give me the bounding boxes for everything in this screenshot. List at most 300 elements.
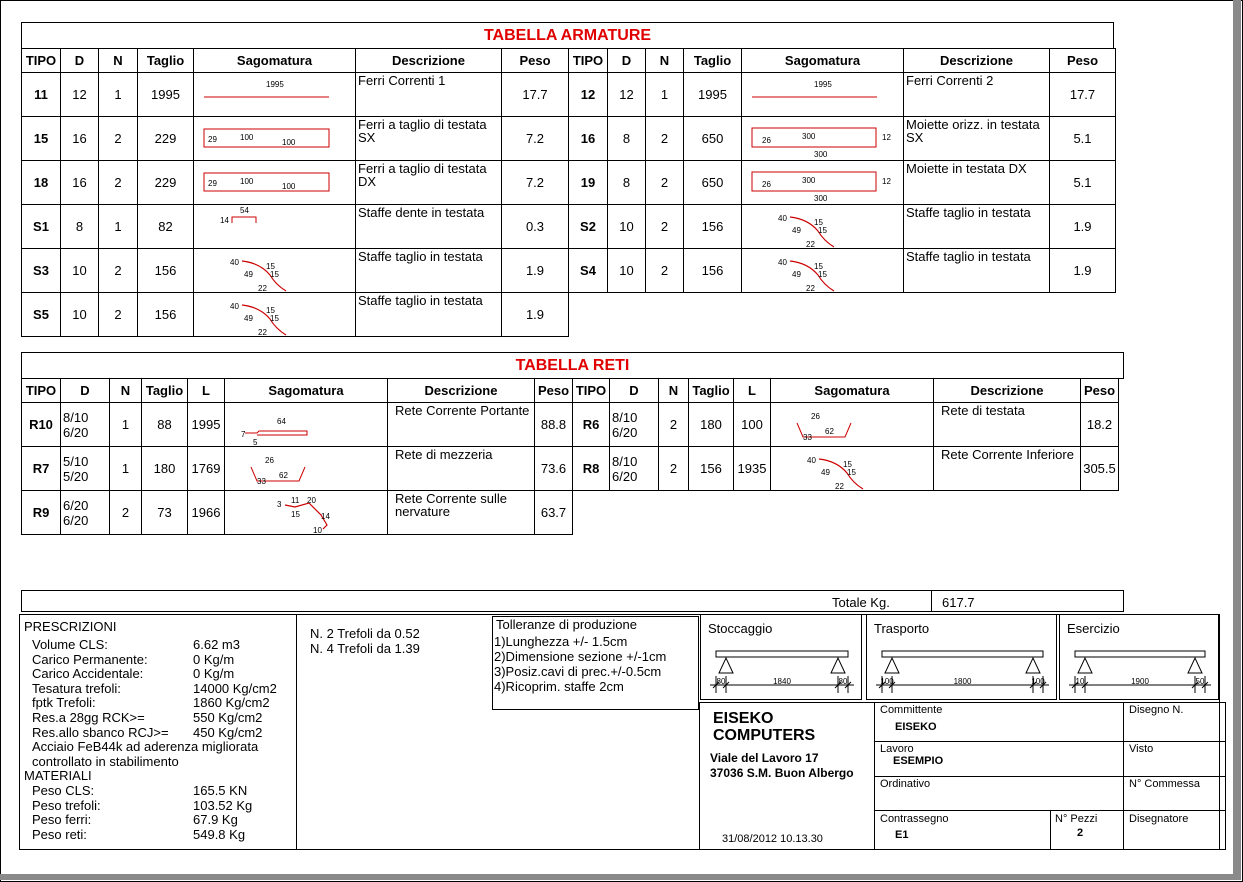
description-cell: Ferri Correnti 2 (904, 73, 1050, 117)
dimension-label: 40 (230, 302, 239, 311)
bar-shape-sketch (742, 73, 903, 116)
header-cell: D (61, 379, 110, 403)
bar-shape-sketch (194, 205, 355, 248)
materiale-key: Peso trefoli: (32, 797, 101, 813)
shape-cell (194, 293, 356, 337)
prescrizione-key: Res.allo sbanco RCJ>= (32, 724, 169, 740)
diameter-cell: 10 (608, 249, 646, 293)
count-cell: 1 (99, 205, 138, 249)
support-triangle (719, 658, 733, 673)
description-cell: Ferri a taglio di testata DX (356, 161, 502, 205)
dimension-label: 40 (230, 258, 239, 267)
dimension-label: 49 (244, 270, 253, 279)
committente-value: EISEKO (895, 721, 937, 733)
header-cell: L (188, 379, 225, 403)
count-cell: 1 (646, 73, 684, 117)
diameter-cell: 10 (61, 293, 99, 337)
count-cell: 2 (646, 205, 684, 249)
description-cell: Rete di testata (934, 403, 1081, 447)
committente-label: Committente (880, 704, 943, 716)
table-row (22, 293, 1116, 337)
shape-cell (225, 447, 388, 491)
weight-cell: 1.9 (1050, 249, 1116, 293)
armature-header-row (22, 49, 1116, 73)
count-cell: 2 (99, 249, 138, 293)
empty-cell (1081, 491, 1119, 535)
tipo-cell: R9 (22, 491, 61, 535)
support-dimension-label: 1900 (1131, 677, 1149, 686)
dimension-label: 12 (882, 133, 891, 142)
dimension-label: 11 (291, 496, 300, 505)
tipo-cell: 11 (22, 73, 61, 117)
length-cell: 100 (734, 403, 771, 447)
header-cell: Taglio (142, 379, 188, 403)
mesh-d2: 6/20 (63, 424, 89, 440)
dimension-label: 22 (806, 240, 815, 248)
empty-cell (742, 293, 904, 337)
description-cell: Staffe taglio in testata (904, 205, 1050, 249)
prescrizione-value: 6.62 m3 (193, 637, 240, 652)
description-cell: Staffe taglio in testata (356, 249, 502, 293)
count-cell: 2 (99, 161, 138, 205)
weight-cell: 88.8 (535, 403, 573, 447)
description-cell: Moiette in testata DX (904, 161, 1050, 205)
dimension-label: 15 (266, 262, 275, 271)
tolleranze-2: 2)Dimensione sezione +/-1cm (494, 649, 667, 664)
tipo-cell: R7 (22, 447, 61, 491)
prescrizione-value: 0 Kg/m (193, 651, 235, 667)
bar-shape-sketch (742, 161, 903, 204)
count-cell: 2 (110, 491, 142, 535)
empty-cell (608, 293, 646, 337)
dimension-label: 40 (778, 214, 787, 223)
trefoli-line-1: N. 2 Trefoli da 0.52 (310, 626, 420, 641)
header-cell: TIPO (569, 49, 608, 73)
dimension-label: 15 (843, 460, 852, 469)
empty-cell (934, 491, 1081, 535)
mesh-d1: 8/10 (612, 409, 638, 425)
materiale-value: 103.52 Kg (193, 797, 253, 813)
dimension-label: 300 (814, 194, 828, 203)
commessa-label: N° Commessa (1129, 778, 1201, 790)
prescrizione-note: controllato in stabilimento (32, 753, 179, 769)
contrassegno-label: Contrassegno (880, 813, 949, 825)
prescrizione-key: Tesatura trefoli: (32, 680, 121, 696)
materiale-value: 165.5 KN (193, 783, 248, 798)
empty-cell (659, 491, 689, 535)
tolleranze-3: 3)Posiz.cavi di prec.+/-0.5cm (494, 664, 662, 679)
count-cell: 1 (110, 447, 142, 491)
shape-cell (742, 249, 904, 293)
header-cell: Sagomatura (225, 379, 388, 403)
header-cell: D (608, 49, 646, 73)
ordinativo-label: Ordinativo (880, 778, 931, 790)
dimension-label: 15 (266, 306, 275, 315)
diameter-cell: 8 (61, 205, 99, 249)
weight-cell: 1.9 (1050, 205, 1116, 249)
dimension-label: 40 (807, 456, 816, 465)
table-row (22, 249, 1116, 293)
weight-cell: 5.1 (1050, 161, 1116, 205)
dimension-label: 62 (825, 427, 834, 436)
description-cell: Staffe taglio in testata (356, 293, 502, 337)
shape-cell (194, 249, 356, 293)
header-cell: Peso (535, 379, 573, 403)
beam (1075, 651, 1205, 657)
tipo-cell: 15 (22, 117, 61, 161)
shape-cell (194, 73, 356, 117)
description-cell: Ferri a taglio di testata SX (356, 117, 502, 161)
dimension-label: 22 (258, 328, 267, 336)
mesh-shape-sketch (771, 447, 932, 490)
prescrizione-key: Carico Accidentale: (32, 666, 144, 682)
weight-cell: 305.5 (1081, 447, 1119, 491)
support-triangle (1188, 658, 1202, 673)
dimension-label: 62 (279, 471, 288, 480)
cut-length-cell: 156 (689, 447, 734, 491)
support-diagram (700, 648, 862, 698)
tipo-cell: 19 (569, 161, 608, 205)
length-cell: 1769 (188, 447, 225, 491)
table-row (22, 403, 1119, 447)
mesh-diameter-cell (610, 403, 659, 447)
description-cell: Staffe dente in testata (356, 205, 502, 249)
dimension-label: 22 (258, 284, 267, 292)
header-cell: Taglio (684, 49, 742, 73)
dimension-label: 20 (307, 496, 316, 505)
cut-length-cell: 180 (142, 447, 188, 491)
mesh-shape-sketch (225, 491, 387, 534)
empty-cell (573, 491, 610, 535)
count-cell: 1 (110, 403, 142, 447)
armature-title: TABELLA ARMATURE (21, 22, 1114, 49)
tipo-cell: S2 (569, 205, 608, 249)
bar-outline (245, 431, 307, 435)
dimension-label: 100 (282, 182, 296, 191)
trefoli-line-2: N. 4 Trefoli da 1.39 (310, 641, 420, 656)
tolleranze-title: Tolleranze di produzione (496, 617, 637, 632)
prescrizione-key: Res.a 28gg RCK>= (32, 710, 145, 725)
mesh-shape-sketch (225, 403, 387, 446)
dimension-label: 15 (818, 270, 827, 279)
mesh-diameter-cell (61, 447, 110, 491)
shape-cell (742, 205, 904, 249)
cut-length-cell: 180 (689, 403, 734, 447)
dimension-label: 14 (220, 216, 229, 225)
count-cell: 2 (646, 249, 684, 293)
beam (716, 651, 848, 657)
dimension-label: 22 (806, 284, 815, 292)
cut-length-cell: 88 (142, 403, 188, 447)
dimension-label: 14 (321, 512, 330, 521)
dimension-label: 15 (291, 510, 300, 519)
support-dimension-label: 100 (1031, 677, 1045, 686)
support-triangle (885, 658, 899, 673)
empty-cell (1050, 293, 1116, 337)
mesh-diameter-cell (610, 447, 659, 491)
reti-title: TABELLA RETI (21, 352, 1124, 379)
cut-length-cell: 73 (142, 491, 188, 535)
table-row (22, 491, 1119, 535)
dimension-label: 300 (814, 150, 828, 159)
table-row (22, 73, 1116, 117)
shape-cell (194, 117, 356, 161)
materiali-title: MATERIALI (24, 768, 92, 784)
description-cell: Rete di mezzeria (388, 447, 535, 491)
dimension-label: 26 (762, 136, 771, 145)
bar-outline (204, 173, 329, 191)
mesh-d1: 8/10 (63, 409, 89, 425)
header-cell: Peso (1050, 49, 1116, 73)
shape-cell (225, 403, 388, 447)
count-cell: 2 (99, 117, 138, 161)
count-cell: 2 (646, 161, 684, 205)
cartiglio-hline-2 (874, 776, 1226, 777)
dimension-label: 54 (240, 206, 249, 215)
materiale-value: 549.8 Kg (193, 826, 246, 842)
count-cell: 1 (99, 73, 138, 117)
bar-shape-sketch (194, 161, 355, 204)
diameter-cell: 12 (61, 73, 99, 117)
header-cell: Peso (1081, 379, 1119, 403)
lavoro-value: ESEMPIO (893, 755, 944, 767)
dimension-label: 15 (270, 314, 279, 323)
diameter-cell: 8 (608, 117, 646, 161)
dimension-label: 15 (814, 218, 823, 227)
prescrizione-value: 0 Kg/m (193, 666, 235, 682)
tipo-cell: S5 (22, 293, 61, 337)
bar-shape-sketch (194, 73, 355, 116)
cartiglio-vline-pezzi (1050, 810, 1051, 850)
mesh-d2: 6/20 (63, 512, 89, 528)
dimension-label: 29 (208, 179, 217, 188)
shape-cell (194, 205, 356, 249)
mesh-d1: 8/10 (612, 453, 638, 469)
lavoro-label: Lavoro (880, 743, 914, 755)
tipo-cell: R10 (22, 403, 61, 447)
empty-cell (771, 491, 934, 535)
cut-length-cell: 229 (138, 161, 194, 205)
tipo-cell: S3 (22, 249, 61, 293)
prescrizione-value: 14000 Kg/cm2 (193, 680, 277, 696)
pezzi-value: 2 (1077, 827, 1084, 839)
weight-cell: 1.9 (502, 293, 569, 337)
header-cell: N (646, 49, 684, 73)
dimension-label: 33 (257, 477, 266, 486)
header-cell: Sagomatura (194, 49, 356, 73)
bar-shape-sketch (194, 117, 355, 160)
mesh-d1: 6/20 (63, 497, 89, 513)
bar-shape-sketch (194, 249, 355, 292)
weight-cell: 17.7 (502, 73, 569, 117)
support-dimension-label: 1800 (953, 677, 972, 686)
header-cell: Descrizione (356, 49, 502, 73)
dimension-label: 15 (814, 262, 823, 271)
weight-cell: 17.7 (1050, 73, 1116, 117)
prescrizione-key: fptk Trefoli: (32, 695, 96, 711)
dimension-label: 100 (240, 133, 254, 142)
tipo-cell: 12 (569, 73, 608, 117)
mesh-d2: 6/20 (612, 424, 638, 440)
mesh-shape-sketch (225, 447, 387, 490)
header-cell: Descrizione (934, 379, 1081, 403)
dimension-label: 1995 (814, 80, 832, 89)
empty-cell (646, 293, 684, 337)
dimension-label: 33 (803, 433, 812, 442)
description-cell: Rete Corrente Inferiore (934, 447, 1081, 491)
header-cell: TIPO (22, 379, 61, 403)
dimension-label: 49 (821, 468, 830, 477)
contrassegno-value: E1 (895, 829, 909, 841)
header-cell: N (99, 49, 138, 73)
shape-cell (771, 447, 934, 491)
mesh-diameter-cell (61, 491, 110, 535)
diameter-cell: 10 (608, 205, 646, 249)
description-cell: Rete Corrente sulle nervature (388, 491, 535, 535)
count-cell: 2 (659, 447, 689, 491)
reti-header-row (22, 379, 1119, 403)
support-diagram (1059, 648, 1219, 698)
empty-cell (904, 293, 1050, 337)
header-cell: Taglio (689, 379, 734, 403)
header-cell: Peso (502, 49, 569, 73)
tolleranze-1: 1)Lunghezza +/- 1.5cm (494, 634, 628, 649)
company-address-1: Viale del Lavoro 17 (710, 751, 819, 765)
mesh-d2: 5/20 (63, 468, 89, 484)
dimension-label: 1995 (266, 80, 284, 89)
header-cell: Descrizione (904, 49, 1050, 73)
dimension-label: 15 (847, 468, 856, 477)
header-cell: D (610, 379, 659, 403)
diameter-cell: 8 (608, 161, 646, 205)
dimension-label: 100 (282, 138, 296, 147)
table-row (22, 117, 1116, 161)
support-dimension-label: 10 (1075, 677, 1085, 686)
tipo-cell: R8 (573, 447, 610, 491)
dimension-label: 49 (792, 270, 801, 279)
support-dimension-label: 80 (838, 677, 848, 686)
company-address-2: 37036 S.M. Buon Albergo (710, 766, 854, 780)
materiale-key: Peso CLS: (32, 783, 95, 798)
prescrizione-value: 450 Kg/cm2 (193, 724, 263, 740)
cut-length-cell: 82 (138, 205, 194, 249)
description-cell: Staffe taglio in testata (904, 249, 1050, 293)
dimension-label: 12 (882, 177, 891, 186)
empty-cell (610, 491, 659, 535)
count-cell: 2 (646, 117, 684, 161)
weight-cell: 1.9 (502, 249, 569, 293)
count-cell: 2 (659, 403, 689, 447)
support-title: Stoccaggio (708, 621, 773, 636)
mesh-d1: 5/10 (63, 453, 89, 469)
company-name-1: EISEKO (713, 710, 774, 727)
bar-outline (232, 217, 256, 223)
dimension-label: 22 (835, 482, 844, 490)
weight-cell: 7.2 (502, 117, 569, 161)
count-cell: 2 (99, 293, 138, 337)
materiale-key: Peso ferri: (32, 812, 92, 828)
cut-length-cell: 1995 (138, 73, 194, 117)
header-cell: L (734, 379, 771, 403)
dimension-label: 5 (253, 438, 258, 446)
dimension-label: 100 (240, 177, 254, 186)
prescrizione-key: Carico Permanente: (32, 651, 148, 667)
dimension-label: 3 (277, 500, 282, 509)
shape-cell (742, 117, 904, 161)
support-dimension-label: 80 (716, 677, 726, 686)
description-cell: Ferri Correnti 1 (356, 73, 502, 117)
dimension-label: 49 (792, 226, 801, 235)
dimension-label: 7 (241, 430, 246, 439)
empty-cell (569, 293, 608, 337)
tipo-cell: S4 (569, 249, 608, 293)
prescrizione-value: 550 Kg/cm2 (193, 710, 263, 725)
description-cell: Moiette orizz. in testata SX (904, 117, 1050, 161)
dimension-label: 15 (270, 270, 279, 279)
visto-label: Visto (1129, 743, 1154, 755)
dimension-label: 15 (818, 226, 827, 235)
shape-cell (771, 403, 934, 447)
company-name-2: COMPUTERS (713, 727, 816, 744)
shape-cell (742, 161, 904, 205)
footer-divider-1 (296, 614, 297, 850)
dimension-label: 64 (277, 417, 286, 426)
armature-table (21, 48, 1116, 337)
cut-length-cell: 156 (138, 249, 194, 293)
cut-length-cell: 650 (684, 117, 742, 161)
materiale-key: Peso reti: (32, 826, 87, 842)
print-datetime: 31/08/2012 10.13.30 (722, 833, 823, 845)
prescrizione-note: Acciaio FeB44k ad aderenza migliorata (32, 739, 259, 755)
header-cell: Descrizione (388, 379, 535, 403)
support-diagram (866, 648, 1057, 698)
shape-cell (225, 491, 388, 535)
header-cell: TIPO (573, 379, 610, 403)
cut-length-cell: 1995 (684, 73, 742, 117)
dimension-label: 40 (778, 258, 787, 267)
bar-shape-sketch (742, 205, 903, 248)
description-cell: Rete Corrente Portante (388, 403, 535, 447)
bar-shape-sketch (742, 249, 903, 292)
length-cell: 1935 (734, 447, 771, 491)
bar-shape-sketch (194, 293, 355, 336)
weight-cell: 18.2 (1081, 403, 1119, 447)
support-triangle (1026, 658, 1040, 673)
empty-cell (684, 293, 742, 337)
dimension-label: 26 (762, 180, 771, 189)
length-cell: 1995 (188, 403, 225, 447)
bar-shape-sketch (742, 117, 903, 160)
dimension-label: 26 (265, 456, 274, 465)
totale-label: Totale Kg. (832, 595, 890, 610)
cut-length-cell: 229 (138, 117, 194, 161)
weight-cell: 63.7 (535, 491, 573, 535)
support-dimension-label: 1840 (773, 677, 791, 686)
cut-length-cell: 156 (684, 249, 742, 293)
diameter-cell: 16 (61, 117, 99, 161)
dimension-label: 300 (802, 176, 816, 185)
tipo-cell: 16 (569, 117, 608, 161)
header-cell: Sagomatura (771, 379, 934, 403)
support-title: Esercizio (1067, 621, 1120, 636)
tipo-cell: 18 (22, 161, 61, 205)
support-dimension-label: 100 (880, 677, 894, 686)
cut-length-cell: 156 (138, 293, 194, 337)
shape-cell (194, 161, 356, 205)
bar-outline (204, 129, 329, 147)
weight-cell: 5.1 (1050, 117, 1116, 161)
weight-cell: 0.3 (502, 205, 569, 249)
